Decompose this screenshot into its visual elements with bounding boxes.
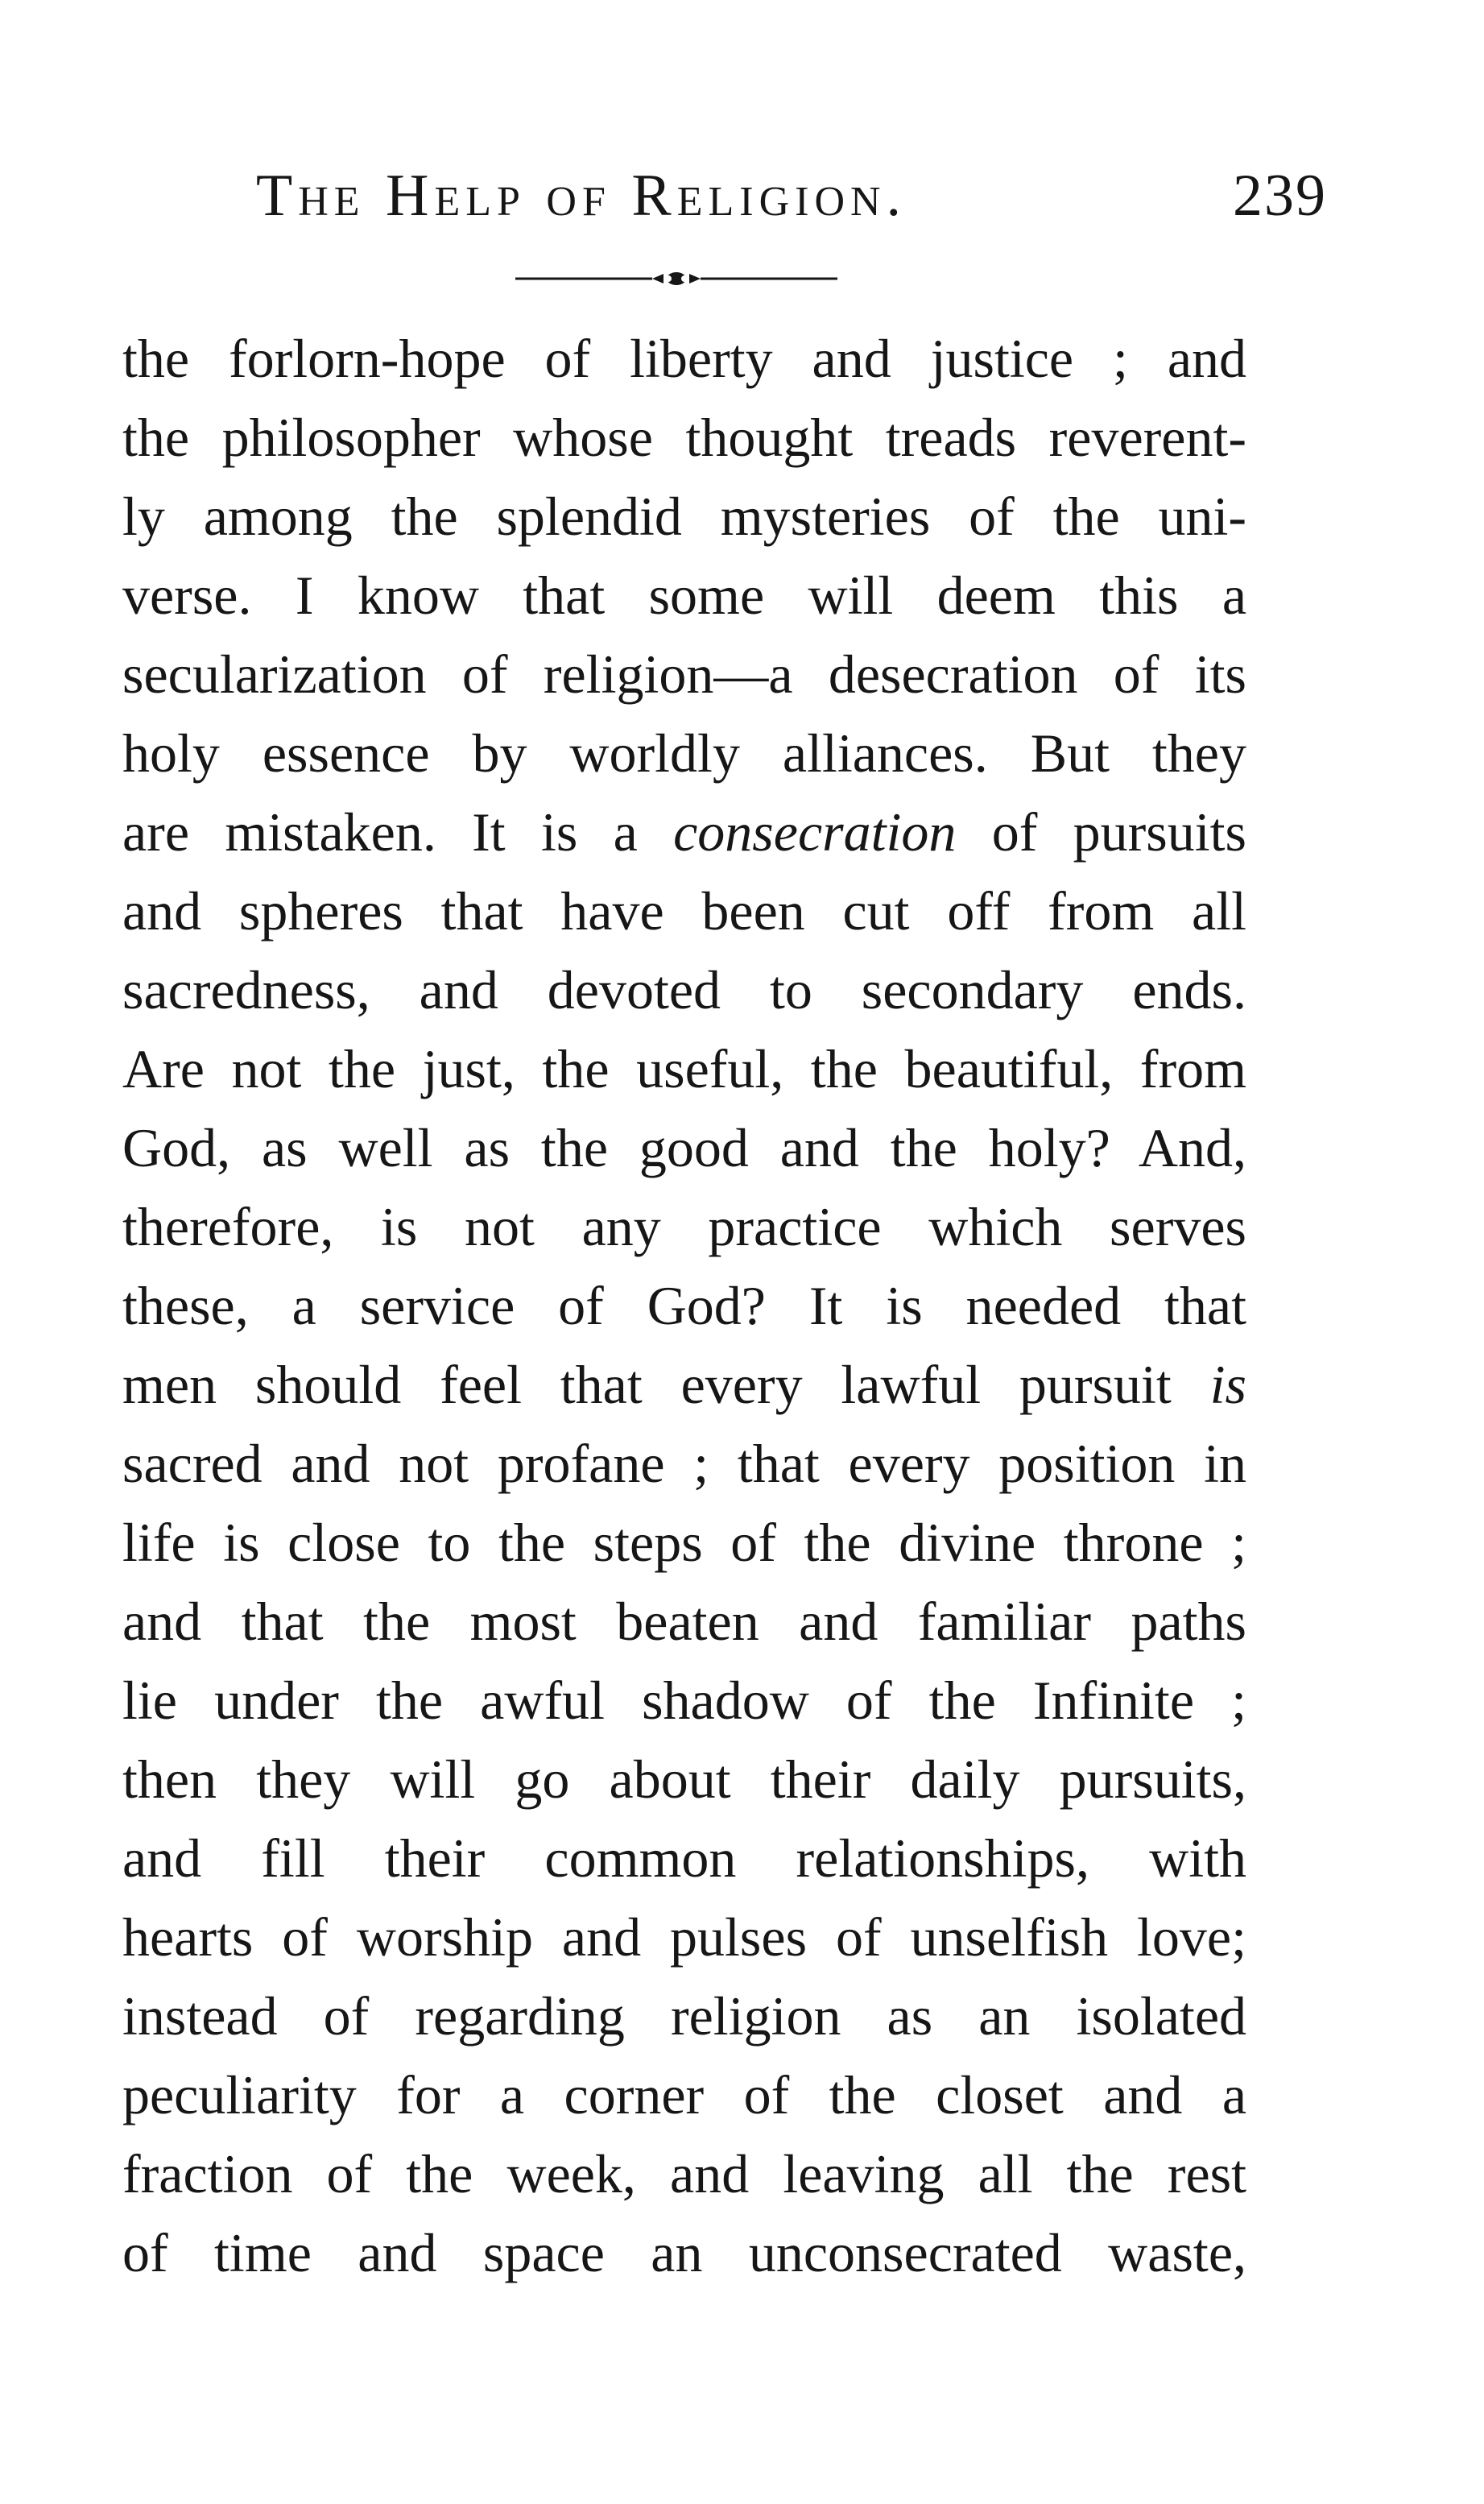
text-line: verse. I know that some will deem this a [122, 565, 1246, 626]
text-line: peculiarity for a corner of the closet and a [122, 2064, 1246, 2125]
text-line: men should feel that every lawful pursuit is [122, 1354, 1246, 1415]
italic-emphasis: consecration [673, 801, 957, 863]
text-line: and that the most beaten and familiar paths [122, 1591, 1246, 1652]
body-text [122, 319, 1246, 2292]
text-line: life is close to the steps of the divine throne ; [122, 1512, 1246, 1573]
text-line: therefore, is not any practice which serves [122, 1196, 1246, 1257]
text-line: secularization of religion—a desecration of its [122, 644, 1246, 705]
text-line: Are not the just, the useful, the beautiful, from [122, 1038, 1246, 1099]
text-line: and fill their common relationships, with [122, 1827, 1246, 1889]
text-line: lie under the awful shadow of the Infinite ; [122, 1670, 1246, 1731]
text-line: ly among the splendid mysteries of the uni- [122, 486, 1246, 547]
page-number: 239 [1233, 163, 1327, 229]
running-title: The Help of Religion. [256, 163, 907, 229]
text-line: holy essence by worldly alliances. But they [122, 722, 1246, 784]
running-head [256, 159, 1327, 232]
text-line: fraction of the week, and leaving all the rest [122, 2143, 1246, 2204]
text-line: instead of regarding religion as an isolated [122, 1985, 1246, 2047]
text-line: the philosopher whose thought treads reverent- [122, 407, 1246, 468]
text-line: and spheres that have been cut off from all [122, 880, 1246, 942]
text-line: are mistaken. It is a consecration of pursuits [122, 801, 1247, 863]
italic-emphasis: is [1209, 1354, 1246, 1415]
ornamental-rule [515, 271, 837, 287]
text-line: sacredness, and devoted to secondary ends. [122, 959, 1246, 1020]
text-line: the forlorn-hope of liberty and justice ; and [122, 328, 1246, 389]
text-line: these, a service of God? It is needed that [122, 1275, 1246, 1336]
text-line: then they will go about their daily pursuits, [122, 1749, 1246, 1810]
text-line: God, as well as the good and the holy? And, [122, 1117, 1246, 1178]
text-line: of time and space an unconsecrated waste, [122, 2222, 1246, 2283]
text-line: hearts of worship and pulses of unselfish love; [122, 1906, 1246, 1968]
text-line: sacred and not profane ; that every position in [122, 1433, 1246, 1494]
